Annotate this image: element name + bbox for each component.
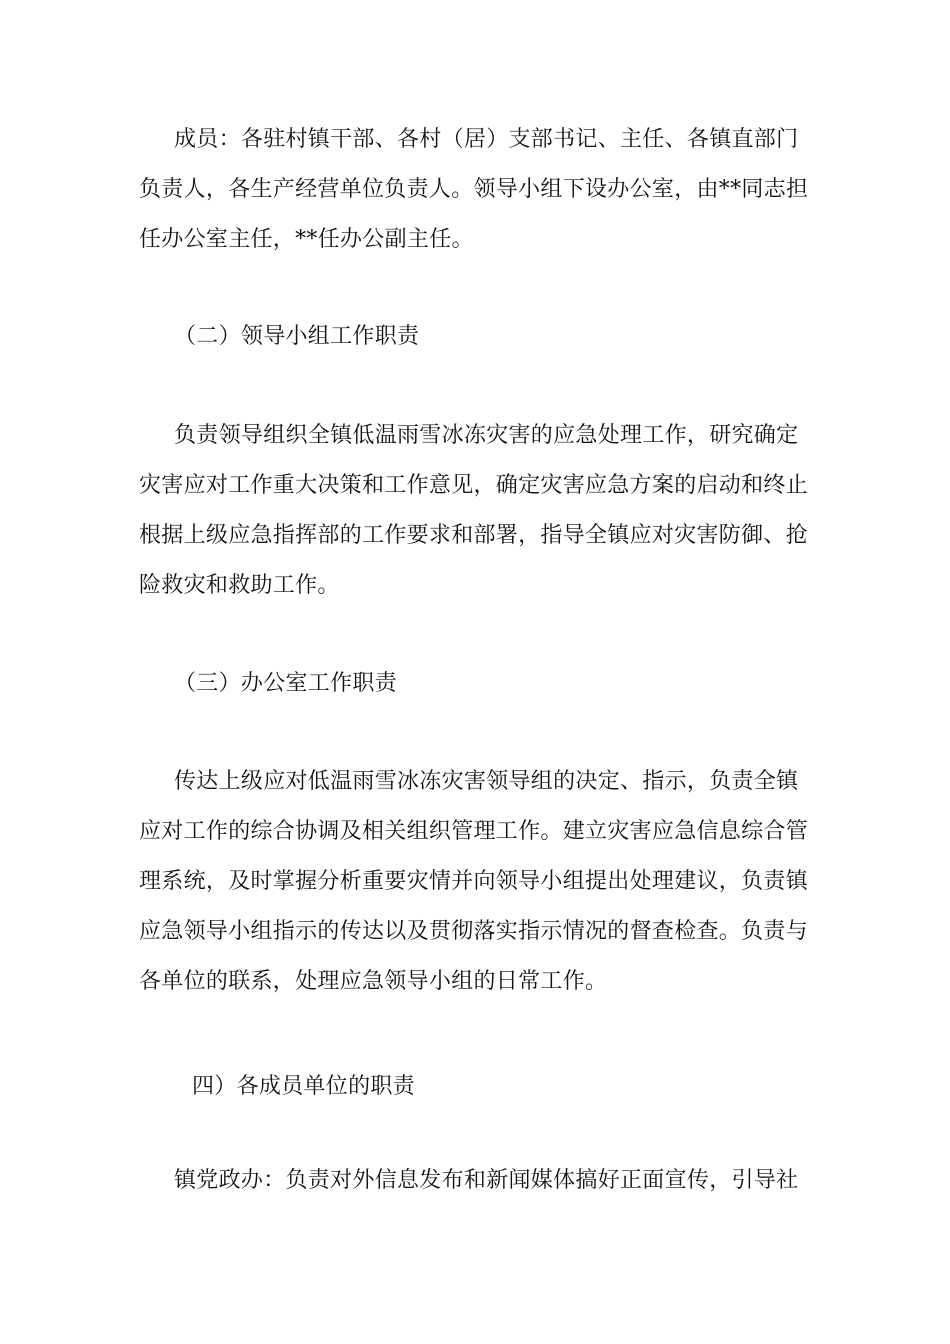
party-office-line-1: 镇党政办：负责对外信息发布和新闻媒体搞好正面宣传，引导社 — [174, 1168, 799, 1193]
office-duties-line-1: 传达上级应对低温雨雪冰冻灾害领导组的决定、指示，负责全镇 — [174, 769, 799, 794]
office-duties-line-2: 应对工作的综合协调及相关组织管理工作。建立灾害应急信息综合管 — [139, 819, 809, 844]
section-heading-2: （二）领导小组工作职责 — [174, 324, 420, 349]
members-line-2: 负责人，各生产经营单位负责人。领导小组下设办公室，由**同志担 — [139, 177, 809, 202]
leader-duties-line-3: 根据上级应急指挥部的工作要求和部署，指导全镇应对灾害防御、抢 — [139, 523, 809, 548]
leader-duties-line-4: 险救灾和救助工作。 — [139, 573, 340, 598]
section-heading-4: 四）各成员单位的职责 — [192, 1074, 416, 1099]
office-duties-line-4: 应急领导小组指示的传达以及贯彻落实指示情况的督查检查。负责与 — [139, 919, 809, 944]
section-heading-3: （三）办公室工作职责 — [174, 671, 398, 696]
leader-duties-line-1: 负责领导组织全镇低温雨雪冰冻灾害的应急处理工作，研究确定 — [174, 423, 799, 448]
office-duties-line-3: 理系统，及时掌握分析重要灾情并向领导小组提出处理建议，负责镇 — [139, 869, 809, 894]
office-duties-line-5: 各单位的联系，处理应急领导小组的日常工作。 — [139, 969, 608, 994]
members-line-1: 成员：各驻村镇干部、各村（居）支部书记、主任、各镇直部门 — [174, 127, 799, 152]
members-line-3: 任办公室主任，**任办公副主任。 — [139, 227, 474, 252]
leader-duties-line-2: 灾害应对工作重大决策和工作意见，确定灾害应急方案的启动和终止 — [139, 473, 809, 498]
